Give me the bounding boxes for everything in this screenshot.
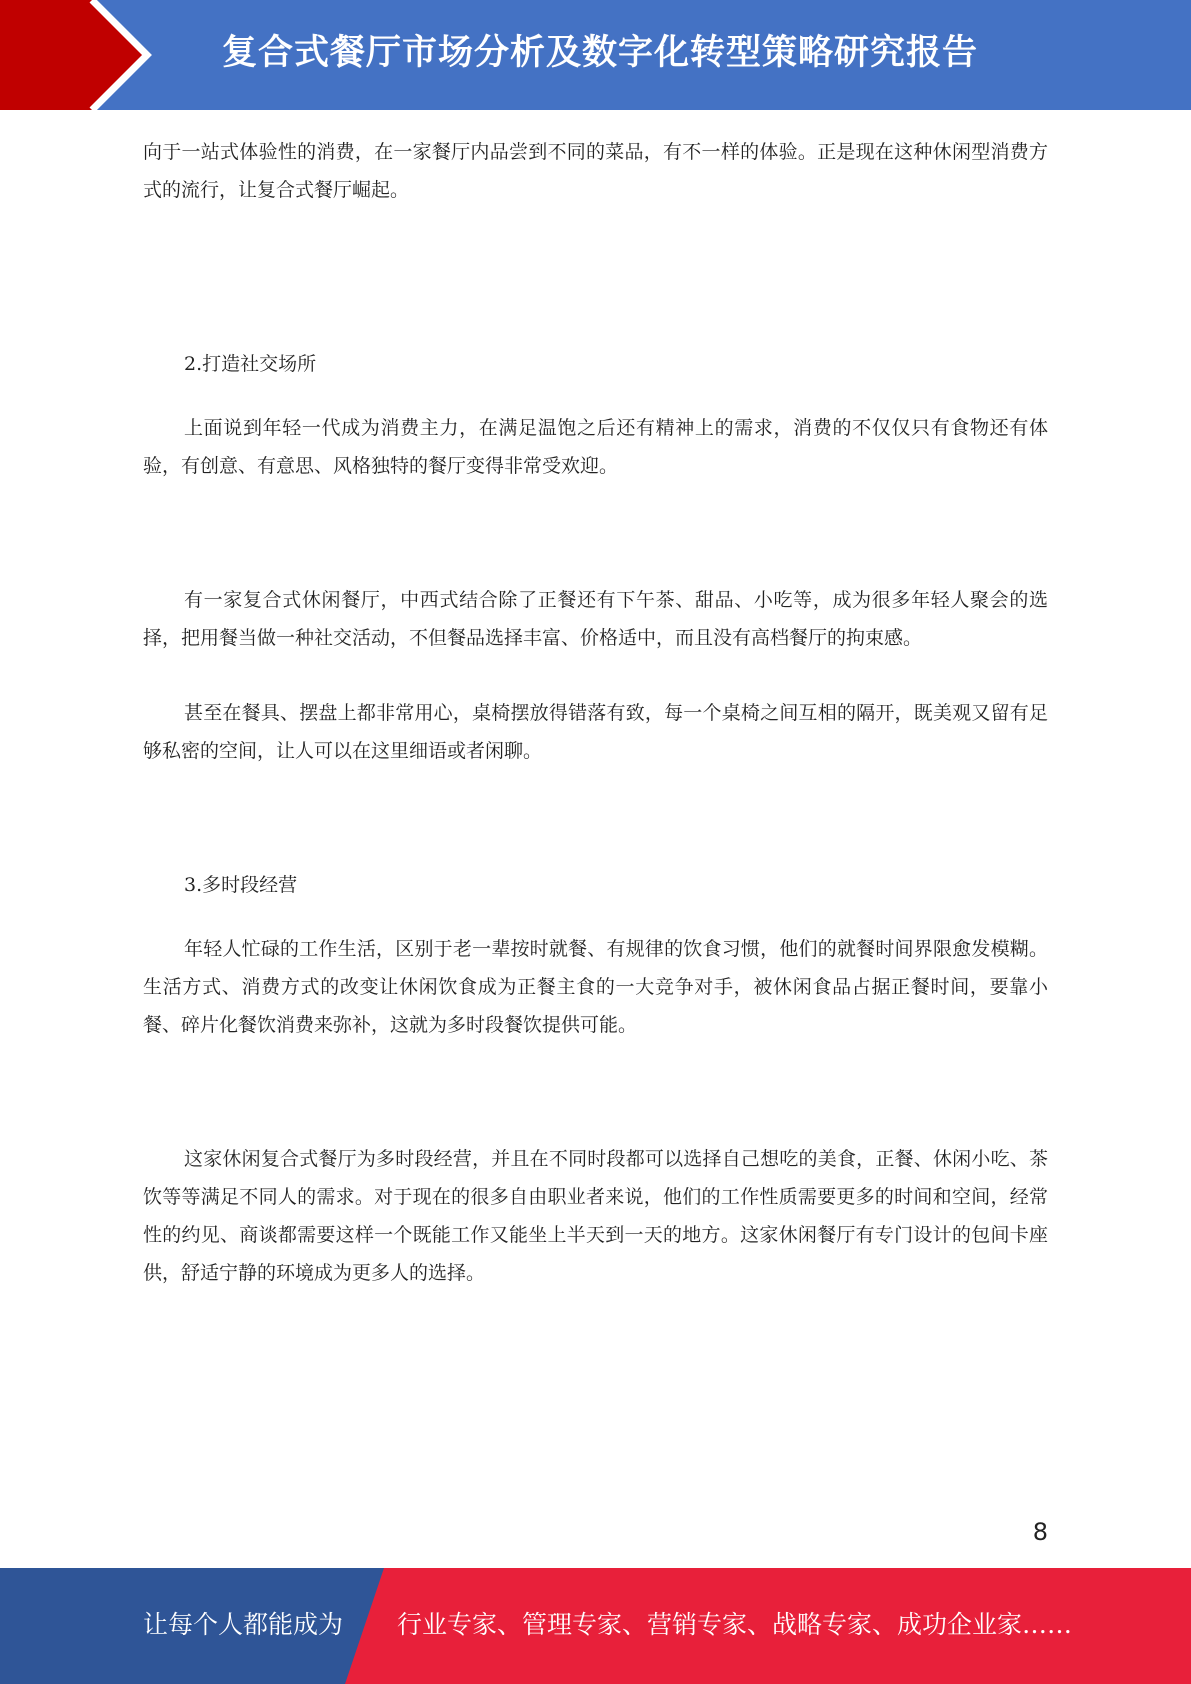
section-heading-social: 2.打造社交场所 (184, 353, 317, 375)
paragraph-continuation: 向于一站式体验性的消费，在一家餐厅内品尝到不同的菜品，有不一样的体验。正是现在这种休闲型消费方式的流行，让复合式餐厅崛起。 (143, 141, 1048, 201)
header-red-arrow-decoration (0, 0, 160, 110)
header-banner (0, 0, 1191, 110)
spacer (143, 1044, 1048, 1140)
paragraph-social-example: 有一家复合式休闲餐厅，中西式结合除了正餐还有下午茶、甜品、小吃等，成为很多年轻人聚会的选择，把用餐当做一种社交活动，不但餐品选择丰富、价格适中，而且没有高档餐厅的拘束感。 (143, 589, 1048, 649)
spacer (143, 209, 1048, 345)
footer-slogan-left: 让每个人都能成为 (143, 1610, 344, 1639)
spacer (143, 770, 1048, 866)
report-title: 复合式餐厅市场分析及数字化转型策略研究报告 (222, 33, 979, 73)
footer-banner (0, 1568, 1191, 1684)
page-number: 8 (1032, 1518, 1048, 1546)
spacer (143, 383, 1048, 409)
paragraph-multi-period-example: 这家休闲复合式餐厅为多时段经营，并且在不同时段都可以选择自己想吃的美食，正餐、休闲小吃、茶饮等等满足不同人的需求。对于现在的很多自由职业者来说，他们的工作性质需要更多的时间和空间，经常性的约见、商谈都需要这样一个既能工作又能坐上半天到一天的地方。这家休闲餐厅有专门设计的包间卡座供，舒适宁静的环境成为更多人的选择。 (143, 1148, 1048, 1284)
section-heading-multi-period: 3.多时段经营 (184, 874, 298, 896)
footer-slogan-right: 行业专家、管理专家、营销专家、战略专家、成功企业家…… (397, 1610, 1073, 1639)
paragraph-tableware: 甚至在餐具、摆盘上都非常用心，桌椅摆放得错落有致，每一个桌椅之间互相的隔开，既美观又留有足够私密的空间，让人可以在这里细语或者闲聊。 (143, 702, 1048, 762)
spacer (143, 485, 1048, 581)
paragraph-multi-period-intro: 年轻人忙碌的工作生活，区别于老一辈按时就餐、有规律的饮食习惯，他们的就餐时间界限愈发模糊。生活方式、消费方式的改变让休闲饮食成为正餐主食的一大竞争对手，被休闲食品占据正餐时间，要靠小餐、碎片化餐饮消费来弥补，这就为多时段餐饮提供可能。 (143, 938, 1048, 1036)
spacer (143, 904, 1048, 930)
spacer (143, 657, 1048, 694)
document-body (143, 133, 1048, 1292)
paragraph-social-intro: 上面说到年轻一代成为消费主力，在满足温饱之后还有精神上的需求，消费的不仅仅只有食物还有体验，有创意、有意思、风格独特的餐厅变得非常受欢迎。 (143, 417, 1048, 477)
